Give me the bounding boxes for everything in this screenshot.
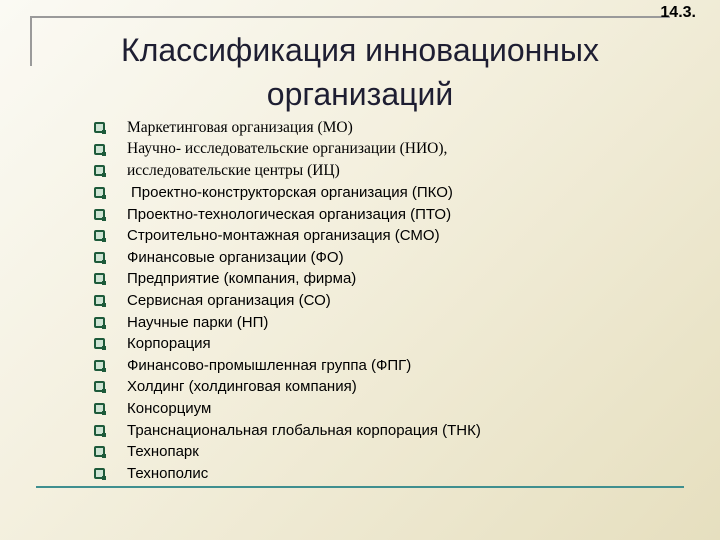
organization-list — [94, 117, 481, 484]
list-item — [94, 268, 481, 290]
list-item-label: Финансово-промышленная группа (ФПГ) — [127, 356, 412, 374]
list-item-label: Предприятие (компания, фирма) — [127, 270, 357, 288]
checkbox-bullet-icon — [94, 468, 105, 479]
checkbox-bullet-icon — [94, 338, 105, 349]
checkbox-bullet-icon — [94, 165, 105, 176]
checkbox-bullet-icon — [94, 403, 105, 414]
list-item-label: Консорциум — [127, 400, 212, 418]
list-item-label: Проектно-конструкторская организация (ПКО) — [131, 184, 453, 202]
list-item-label: Финансовые организации (ФО) — [127, 248, 344, 266]
list-item-label: Строительно-монтажная организация (СМО) — [127, 227, 440, 245]
checkbox-bullet-icon — [94, 360, 105, 371]
list-item — [94, 355, 481, 377]
list-item — [94, 117, 481, 139]
list-item — [94, 247, 481, 269]
list-item-label: Транснациональная глобальная корпорация (ТНК) — [127, 421, 481, 439]
checkbox-bullet-icon — [94, 295, 105, 306]
list-item-label: Корпорация — [127, 335, 211, 353]
list-item-label: Проектно-технологическая организация (ПТО) — [127, 205, 452, 223]
list-item — [94, 290, 481, 312]
checkbox-bullet-icon — [94, 273, 105, 284]
checkbox-bullet-icon — [94, 144, 105, 155]
list-item-label: исследовательские центры (ИЦ) — [127, 161, 340, 179]
list-item-label: Холдинг (холдинговая компания) — [127, 378, 357, 396]
list-item-label: Научно- исследовательские организации (НИО), — [127, 140, 448, 158]
list-item — [94, 160, 481, 182]
frame-top-line — [30, 16, 670, 18]
list-item-label: Сервисная организация (СО) — [127, 292, 331, 310]
list-item-label: Технополис — [127, 464, 209, 482]
list-item — [94, 333, 481, 355]
list-item — [94, 225, 481, 247]
list-item — [94, 311, 481, 333]
checkbox-bullet-icon — [94, 187, 105, 198]
list-item — [94, 182, 481, 204]
checkbox-bullet-icon — [94, 381, 105, 392]
list-item — [94, 463, 481, 485]
title-line-1: Классификация инновационных — [121, 32, 599, 68]
checkbox-bullet-icon — [94, 425, 105, 436]
list-item — [94, 419, 481, 441]
frame-left-line — [30, 16, 32, 66]
checkbox-bullet-icon — [94, 252, 105, 263]
checkbox-bullet-icon — [94, 122, 105, 133]
title-line-2: организаций — [266, 76, 454, 112]
checkbox-bullet-icon — [94, 446, 105, 457]
list-item-label: Маркетинговая организация (МО) — [127, 118, 353, 136]
list-item — [94, 203, 481, 225]
checkbox-bullet-icon — [94, 209, 105, 220]
list-item — [94, 376, 481, 398]
list-item-label: Технопарк — [127, 443, 199, 461]
bottom-divider — [36, 486, 684, 488]
list-item-label: Научные парки (НП) — [127, 313, 269, 331]
slide-number: 14.3. — [660, 4, 696, 21]
list-item — [94, 398, 481, 420]
checkbox-bullet-icon — [94, 230, 105, 241]
slide-title — [80, 28, 640, 116]
list-item — [94, 139, 481, 161]
list-item — [94, 441, 481, 463]
checkbox-bullet-icon — [94, 317, 105, 328]
